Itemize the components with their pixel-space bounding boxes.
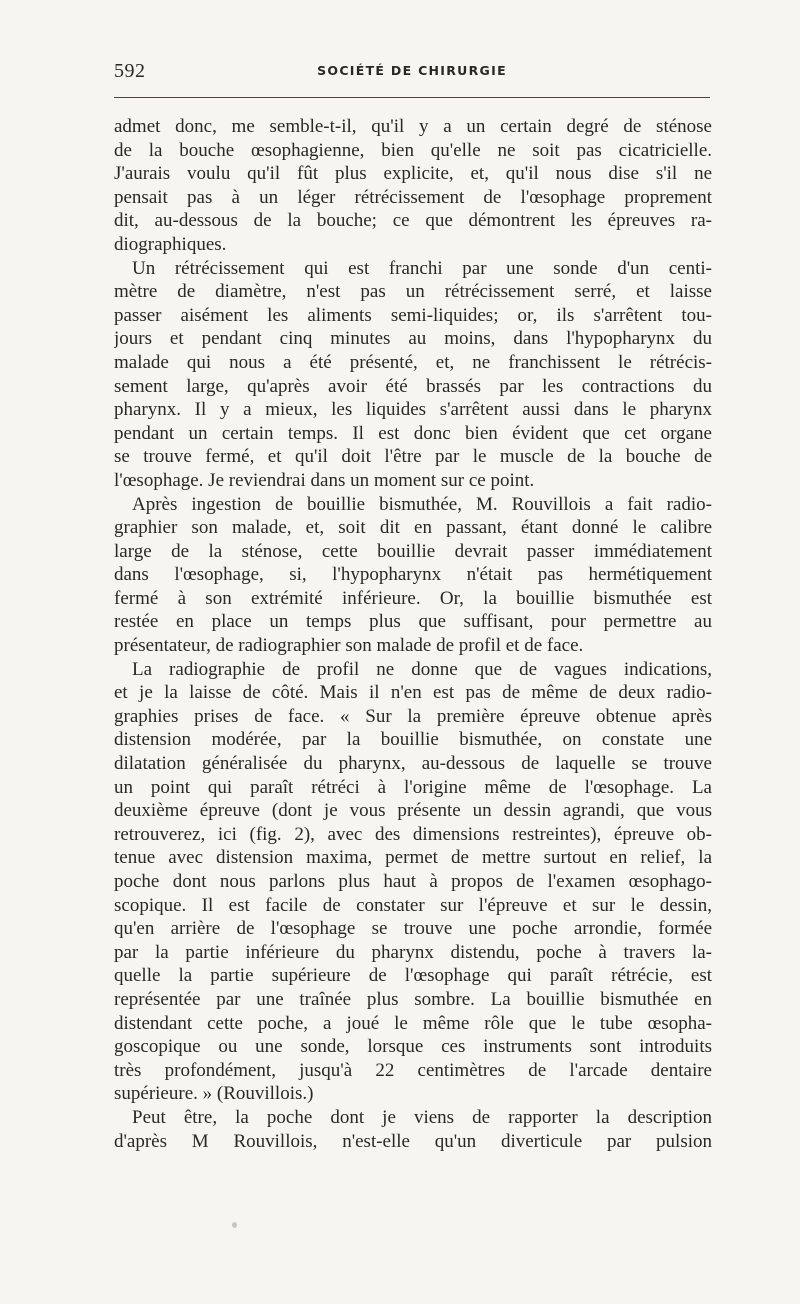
text-line: graphies prises de face. « Sur la première épreuve obtenue après xyxy=(114,705,712,727)
text-line: un point qui paraît rétréci à l'origine même de l'œsophage. La xyxy=(114,776,712,798)
text-line: se trouve fermé, et qu'il doit l'être par le muscle de la bouche de xyxy=(114,446,712,468)
text-line: pendant un certain temps. Il est donc bien évident que cet organe xyxy=(114,422,712,444)
text-line: Peut être, la poche dont je viens de rapporter la description xyxy=(132,1106,712,1128)
page-number: 592 xyxy=(114,60,146,82)
text-line: passer aisément les aliments semi-liquides; or, ils s'arrêtent tou- xyxy=(114,304,712,326)
text-line: présentateur, de radiographier son malade de profil et de face. xyxy=(114,635,584,657)
body-text xyxy=(114,115,712,1153)
text-line: par la partie inférieure du pharynx distendu, poche à travers la- xyxy=(114,941,712,963)
text-line: La radiographie de profil ne donne que de vagues indications, xyxy=(132,658,712,680)
text-line: l'œsophage. Je reviendrai dans un moment sur ce point. xyxy=(114,469,535,491)
text-line: retrouverez, ici (fig. 2), avec des dimensions restreintes), épreuve ob- xyxy=(114,823,712,845)
paper-speck xyxy=(232,1222,237,1228)
text-line: malade qui nous a été présenté, et, ne franchissent le rétrécis- xyxy=(114,351,712,373)
text-line: et je la laisse de côté. Mais il n'en est pas de même de deux radio- xyxy=(114,682,712,704)
text-line: Un rétrécissement qui est franchi par une sonde d'un centi- xyxy=(132,257,712,279)
text-line: deuxième épreuve (dont je vous présente un dessin agrandi, que vous xyxy=(114,800,712,822)
text-line: diographiques. xyxy=(114,233,227,255)
text-line: pensait pas à un léger rétrécissement de l'œsophage proprement xyxy=(114,186,712,208)
text-line: dans l'œsophage, si, l'hypopharynx n'était pas hermétiquement xyxy=(114,564,712,586)
text-line: scopique. Il est facile de constater sur l'épreuve et sur le dessin, xyxy=(114,894,712,916)
text-line: supérieure. » (Rouvillois.) xyxy=(114,1083,314,1105)
text-line: poche dont nous parlons plus haut à propos de l'examen œsophago- xyxy=(114,871,712,892)
text-line: restée en place un temps plus que suffisant, pour permettre au xyxy=(114,611,712,633)
text-line: mètre de diamètre, n'est pas un rétrécissement serré, et laisse xyxy=(114,281,712,303)
text-line: de la bouche œsophagienne, bien qu'elle ne soit pas cicatricielle. xyxy=(114,139,712,161)
text-line: quelle la partie supérieure de l'œsophage qui paraît rétrécie, est xyxy=(114,965,712,987)
text-line: qu'en arrière de l'œsophage se trouve une poche arrondie, formée xyxy=(114,918,712,940)
text-line: goscopique ou une sonde, lorsque ces instruments sont introduits xyxy=(114,1036,712,1058)
text-line: jours et pendant cinq minutes au moins, dans l'hypopharynx du xyxy=(114,328,712,350)
text-line: large de la sténose, cette bouillie devrait passer immédiatement xyxy=(114,540,712,562)
text-line: d'après M Rouvillois, n'est-elle qu'un diverticule par pulsion xyxy=(114,1130,712,1152)
text-line: graphier son malade, et, soit dit en passant, étant donné le calibre xyxy=(114,517,712,539)
text-line: Après ingestion de bouillie bismuthée, M. Rouvillois a fait radio- xyxy=(132,493,712,515)
text-line: dit, au-dessous de la bouche; ce que démontrent les épreuves ra- xyxy=(114,210,712,232)
header-rule xyxy=(114,97,710,98)
text-line: représentée par une traînée plus sombre. La bouillie bismuthée en xyxy=(114,988,712,1010)
text-line: dilatation généralisée du pharynx, au-dessous de laquelle se trouve xyxy=(114,753,712,775)
text-line: tenue avec distension maxima, permet de mettre surtout en relief, la xyxy=(114,847,712,869)
text-line: J'aurais voulu qu'il fût plus explicite, et, qu'il nous dise s'il ne xyxy=(114,163,712,185)
text-line: distension modérée, par la bouillie bismuthée, on constate une xyxy=(114,729,712,751)
text-line: sement large, qu'après avoir été brassés par les contractions du xyxy=(114,375,712,397)
text-line: admet donc, me semble-t-il, qu'il y a un certain degré de sténose xyxy=(114,116,712,137)
page-header xyxy=(114,60,710,84)
text-line: distendant cette poche, a joué le même rôle que le tube œsopha- xyxy=(114,1012,712,1034)
text-line: fermé à son extrémité inférieure. Or, la bouillie bismuthée est xyxy=(114,587,712,609)
text-line: très profondément, jusqu'à 22 centimètres de l'arcade dentaire xyxy=(114,1059,712,1081)
text-line: pharynx. Il y a mieux, les liquides s'arrêtent aussi dans le pharynx xyxy=(114,399,712,421)
running-title: SOCIÉTÉ DE CHIRURGIE xyxy=(317,63,507,78)
